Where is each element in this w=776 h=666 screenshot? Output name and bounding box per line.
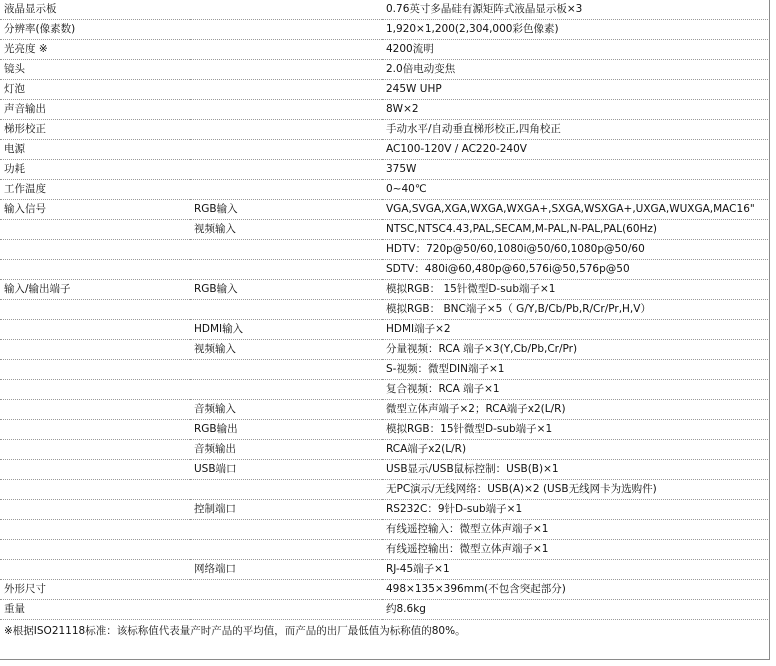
spec-value: RCA端子x2(L/R) [382, 440, 770, 460]
spec-label: 液晶显示板 [0, 0, 190, 20]
spec-label [0, 380, 190, 400]
spec-value: HDMI端子×2 [382, 320, 770, 340]
spec-sublabel [190, 260, 382, 280]
spec-sublabel [190, 120, 382, 140]
spec-value: 分量视频：RCA 端子×3(Y,Cb/Pb,Cr/Pr) [382, 340, 770, 360]
spec-label [0, 520, 190, 540]
spec-row [0, 360, 770, 380]
spec-sublabel: RGB输出 [190, 420, 382, 440]
spec-sublabel: 音频输入 [190, 400, 382, 420]
spec-sublabel [190, 480, 382, 500]
spec-value: 0~40℃ [382, 180, 770, 200]
spec-label: 外形尺寸 [0, 580, 190, 600]
spec-value: 0.76英寸多晶硅有源矩阵式液晶显示板×3 [382, 0, 770, 20]
spec-row [0, 140, 770, 160]
spec-sublabel [190, 80, 382, 100]
spec-row [0, 400, 770, 420]
spec-value: 约8.6kg [382, 600, 770, 620]
spec-row [0, 460, 770, 480]
spec-row [0, 200, 770, 220]
spec-row [0, 320, 770, 340]
spec-label [0, 300, 190, 320]
spec-value: 有线遥控输入：微型立体声端子×1 [382, 520, 770, 540]
spec-value: 手动水平/自动垂直梯形校正,四角校正 [382, 120, 770, 140]
spec-value: USB显示/USB鼠标控制：USB(B)×1 [382, 460, 770, 480]
spec-label: 输入信号 [0, 200, 190, 220]
spec-label [0, 420, 190, 440]
spec-value: RS232C：9针D-sub端子×1 [382, 500, 770, 520]
spec-row [0, 500, 770, 520]
spec-value: 微型立体声端子×2；RCA端子x2(L/R) [382, 400, 770, 420]
spec-label: 电源 [0, 140, 190, 160]
spec-row [0, 120, 770, 140]
spec-label [0, 540, 190, 560]
spec-row [0, 60, 770, 80]
spec-sublabel: 网络端口 [190, 560, 382, 580]
spec-sublabel: 视频输入 [190, 340, 382, 360]
spec-value: NTSC,NTSC4.43,PAL,SECAM,M-PAL,N-PAL,PAL(60Hz) [382, 220, 770, 240]
spec-sublabel [190, 240, 382, 260]
spec-sublabel: 音频输出 [190, 440, 382, 460]
spec-row [0, 580, 770, 600]
spec-sublabel [190, 300, 382, 320]
spec-label: 工作温度 [0, 180, 190, 200]
spec-label: 重量 [0, 600, 190, 620]
spec-row [0, 260, 770, 280]
spec-label [0, 260, 190, 280]
spec-label: 声音输出 [0, 100, 190, 120]
spec-row [0, 220, 770, 240]
spec-row [0, 40, 770, 60]
spec-label [0, 320, 190, 340]
spec-sublabel [190, 0, 382, 20]
spec-value: 1,920×1,200(2,304,000彩色像素) [382, 20, 770, 40]
spec-label [0, 440, 190, 460]
spec-value: 无PC演示/无线网络：USB(A)×2 (USB无线网卡为选购件) [382, 480, 770, 500]
spec-label [0, 460, 190, 480]
spec-value: 2.0倍电动变焦 [382, 60, 770, 80]
spec-value: 245W UHP [382, 80, 770, 100]
spec-sublabel: RGB输入 [190, 280, 382, 300]
spec-row [0, 0, 770, 20]
spec-label [0, 400, 190, 420]
spec-sublabel: HDMI输入 [190, 320, 382, 340]
spec-row [0, 20, 770, 40]
spec-row [0, 280, 770, 300]
spec-sublabel [190, 40, 382, 60]
spec-sublabel [190, 60, 382, 80]
spec-label [0, 240, 190, 260]
spec-row [0, 480, 770, 500]
spec-label: 分辨率(像素数) [0, 20, 190, 40]
spec-sublabel [190, 140, 382, 160]
spec-sublabel [190, 180, 382, 200]
spec-value: 有线遥控输出：微型立体声端子×1 [382, 540, 770, 560]
spec-label: 输入/输出端子 [0, 280, 190, 300]
spec-row [0, 540, 770, 560]
spec-value: VGA,SVGA,XGA,WXGA,WXGA+,SXGA,WSXGA+,UXGA,WUXGA,MAC16" [382, 200, 770, 220]
spec-sublabel: 视频输入 [190, 220, 382, 240]
spec-sublabel [190, 380, 382, 400]
spec-row [0, 600, 770, 620]
spec-sublabel [190, 20, 382, 40]
spec-row [0, 440, 770, 460]
spec-value: AC100-120V / AC220-240V [382, 140, 770, 160]
spec-label [0, 560, 190, 580]
spec-row [0, 560, 770, 580]
spec-row [0, 240, 770, 260]
spec-value: 8W×2 [382, 100, 770, 120]
spec-sublabel: USB端口 [190, 460, 382, 480]
spec-value: SDTV：480i@60,480p@60,576i@50,576p@50 [382, 260, 770, 280]
spec-label [0, 220, 190, 240]
spec-label [0, 340, 190, 360]
spec-row [0, 520, 770, 540]
spec-sublabel: RGB输入 [190, 200, 382, 220]
spec-sublabel: 控制端口 [190, 500, 382, 520]
spec-value: S-视频：微型DIN端子×1 [382, 360, 770, 380]
spec-sublabel [190, 520, 382, 540]
spec-row [0, 180, 770, 200]
spec-value: 模拟RGB： 15针微型D-sub端子×1 [382, 280, 770, 300]
spec-row [0, 380, 770, 400]
spec-value: 4200流明 [382, 40, 770, 60]
spec-label: 光亮度 ※ [0, 40, 190, 60]
spec-label: 梯形校正 [0, 120, 190, 140]
spec-row [0, 300, 770, 320]
spec-sublabel [190, 360, 382, 380]
footnote: ※根据ISO21118标准：该标称值代表量产时产品的平均值，而产品的出厂最低值为标称值的80%。 [4, 625, 466, 637]
spec-row [0, 160, 770, 180]
spec-value: 复合视频：RCA 端子×1 [382, 380, 770, 400]
spec-sublabel [190, 100, 382, 120]
spec-value: 498×135×396mm(不包含突起部分) [382, 580, 770, 600]
spec-row [0, 420, 770, 440]
spec-label: 灯泡 [0, 80, 190, 100]
spec-label [0, 480, 190, 500]
spec-value: 375W [382, 160, 770, 180]
spec-sublabel [190, 600, 382, 620]
spec-label [0, 360, 190, 380]
spec-sublabel [190, 160, 382, 180]
spec-value: 模拟RGB：15针微型D-sub端子×1 [382, 420, 770, 440]
spec-value: HDTV：720p@50/60,1080i@50/60,1080p@50/60 [382, 240, 770, 260]
spec-value: RJ-45端子×1 [382, 560, 770, 580]
spec-value: 模拟RGB： BNC端子×5（ G/Y,B/Cb/Pb,R/Cr/Pr,H,V） [382, 300, 770, 320]
spec-row [0, 80, 770, 100]
spec-sublabel [190, 540, 382, 560]
spec-label: 镜头 [0, 60, 190, 80]
spec-label [0, 500, 190, 520]
spec-row [0, 100, 770, 120]
spec-sublabel [190, 580, 382, 600]
spec-row [0, 340, 770, 360]
spec-label: 功耗 [0, 160, 190, 180]
